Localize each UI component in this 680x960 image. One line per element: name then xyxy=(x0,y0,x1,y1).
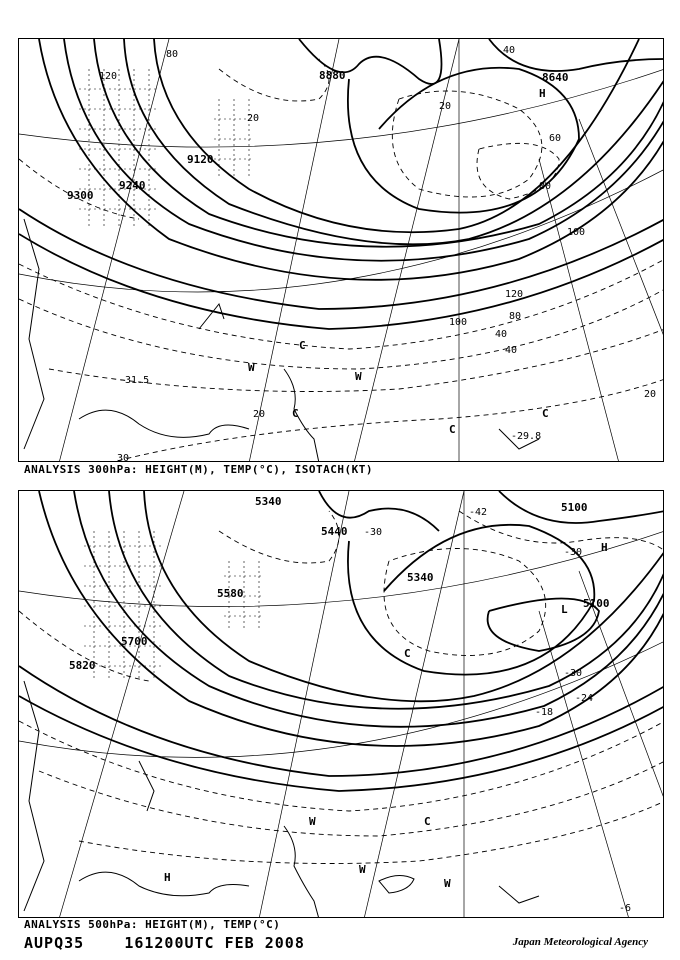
height-label: 5700 xyxy=(121,635,148,648)
isotach-label: 20 xyxy=(439,101,452,112)
isotach-label: 120 xyxy=(99,71,118,82)
center-mark: H xyxy=(539,87,546,100)
center-mark: C xyxy=(404,647,411,660)
isotach-label: 80 xyxy=(509,311,522,322)
center-mark: L xyxy=(561,603,568,616)
upper-chart-caption: ANALYSIS 300hPa: HEIGHT(M), TEMP(°C), ISOTACH(KT) xyxy=(24,463,374,476)
isotach-label: 30 xyxy=(117,453,130,463)
lower-chart-caption: ANALYSIS 500hPa: HEIGHT(M), TEMP(°C) xyxy=(24,918,281,931)
isotach-label: 100 xyxy=(567,227,586,238)
center-mark: W xyxy=(248,361,255,374)
height-label: 5100 xyxy=(561,501,588,514)
height-label: 5580 xyxy=(217,587,244,600)
temp-label: -29.8 xyxy=(511,431,542,442)
valid-time: 161200UTC FEB 2008 xyxy=(124,934,305,952)
isotherm-contours xyxy=(19,511,664,864)
coastline xyxy=(24,681,539,918)
temp-label: -31.5 xyxy=(119,375,150,386)
isotach-label: 40 xyxy=(495,329,508,340)
isotach-label: 60 xyxy=(549,133,562,144)
graticule xyxy=(19,39,664,462)
temp-label: -18 xyxy=(535,707,554,718)
isotach-label: 40 xyxy=(503,45,516,56)
lower-chart-map xyxy=(19,491,664,918)
isotach-label: 20 xyxy=(247,113,260,124)
center-mark: H xyxy=(601,541,608,554)
temp-label: -30 xyxy=(564,668,583,679)
lower-chart-panel xyxy=(18,490,664,918)
chart-identifier xyxy=(24,934,305,952)
isotach-label: 80 xyxy=(539,181,552,192)
height-label: 9120 xyxy=(187,153,214,166)
isotach-label: 120 xyxy=(505,289,524,300)
height-label: 5820 xyxy=(69,659,96,672)
height-label: 9300 xyxy=(67,189,94,202)
center-mark: W xyxy=(309,815,316,828)
temp-label: -6 xyxy=(619,903,632,914)
center-mark: W xyxy=(355,370,362,383)
center-mark: W xyxy=(359,863,366,876)
isotach-label: 20 xyxy=(644,389,657,400)
height-label: 8640 xyxy=(542,71,569,84)
isotach-label: 40 xyxy=(505,345,518,356)
temp-label: -42 xyxy=(469,507,488,518)
center-mark: H xyxy=(164,871,171,884)
upper-chart-labels xyxy=(67,45,656,462)
agency-name: Japan Meteorological Agency xyxy=(512,936,648,948)
center-mark: C xyxy=(299,339,306,352)
center-mark: C xyxy=(449,423,456,436)
center-mark: C xyxy=(292,407,299,420)
temp-label: -30 xyxy=(364,527,383,538)
isotach-label: 20 xyxy=(253,409,266,420)
temp-label: -24 xyxy=(575,693,594,704)
upper-chart-map xyxy=(19,39,664,462)
center-mark: C xyxy=(542,407,549,420)
center-mark: C xyxy=(424,815,431,828)
center-mark: W xyxy=(444,877,451,890)
coastline xyxy=(24,219,542,462)
isotach-label: 80 xyxy=(166,49,179,60)
height-label: 8880 xyxy=(319,69,346,82)
height-label: 5100 xyxy=(583,597,610,610)
height-label: 5340 xyxy=(255,495,282,508)
temp-label: -30 xyxy=(564,547,583,558)
height-label: 5440 xyxy=(321,525,348,538)
upper-chart-panel xyxy=(18,38,664,462)
height-label: 5340 xyxy=(407,571,434,584)
chart-id: AUPQ35 xyxy=(24,934,85,952)
isotach-label: 100 xyxy=(449,317,468,328)
height-label: 9240 xyxy=(119,179,146,192)
